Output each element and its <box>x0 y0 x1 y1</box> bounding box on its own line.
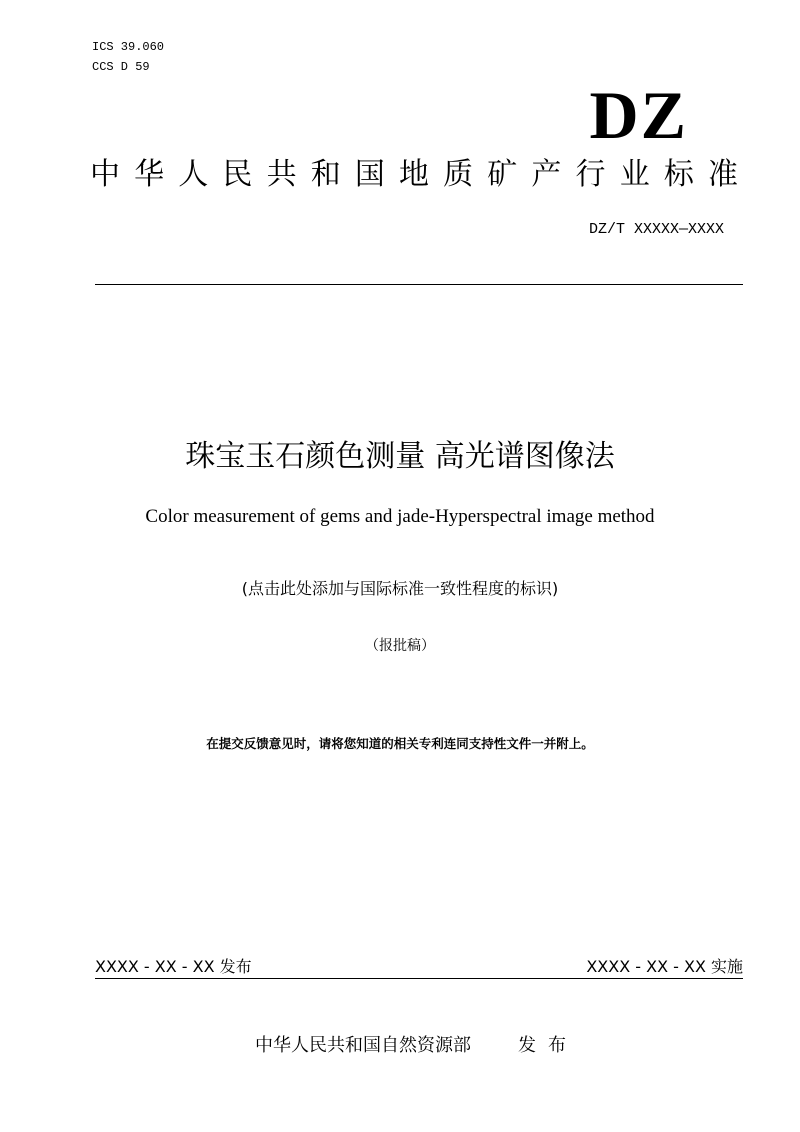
industry-char: 矿 <box>487 157 518 192</box>
industry-char: 共 <box>266 157 297 192</box>
industry-standard-title <box>90 155 738 195</box>
publish-verb: 发布 <box>518 1035 578 1056</box>
standard-code: DZ/T XXXXX—XXXX <box>588 221 724 238</box>
issue-date: XXXX - XX - XX 发布 <box>95 957 252 976</box>
industry-char: 华 <box>134 157 165 192</box>
industry-char: 和 <box>310 157 341 192</box>
document-title-zh: 珠宝玉石颜色测量 高光谱图像法 <box>185 439 615 474</box>
ccs-code: CCS D 59 <box>92 60 150 74</box>
draft-stage: （报批稿） <box>365 638 435 654</box>
industry-char: 准 <box>707 157 738 192</box>
patent-notice: 在提交反馈意见时，请将您知道的相关专利连同支持性文件一并附上。 <box>206 736 594 751</box>
implementation-date: XXXX - XX - XX 实施 <box>586 957 743 976</box>
industry-char: 行 <box>575 157 606 192</box>
consistency-placeholder[interactable]: (点击此处添加与国际标准一致性程度的标识) <box>241 579 559 598</box>
industry-char: 国 <box>354 157 385 192</box>
industry-char: 人 <box>178 157 209 192</box>
industry-char: 民 <box>222 157 253 192</box>
ics-code: ICS 39.060 <box>92 40 165 54</box>
industry-char: 业 <box>619 157 650 192</box>
footer-divider <box>95 978 743 979</box>
industry-char: 质 <box>443 157 474 192</box>
document-title-en: Color measurement of gems and jade-Hyperspectral image method <box>145 506 655 527</box>
dz-logo: DZ <box>589 77 688 153</box>
industry-char: 标 <box>663 157 694 192</box>
industry-char: 产 <box>531 157 562 192</box>
industry-char: 地 <box>398 157 429 192</box>
publisher: 中华人民共和国自然资源部 <box>255 1035 471 1056</box>
header-divider <box>95 284 743 285</box>
industry-char: 中 <box>90 157 120 192</box>
